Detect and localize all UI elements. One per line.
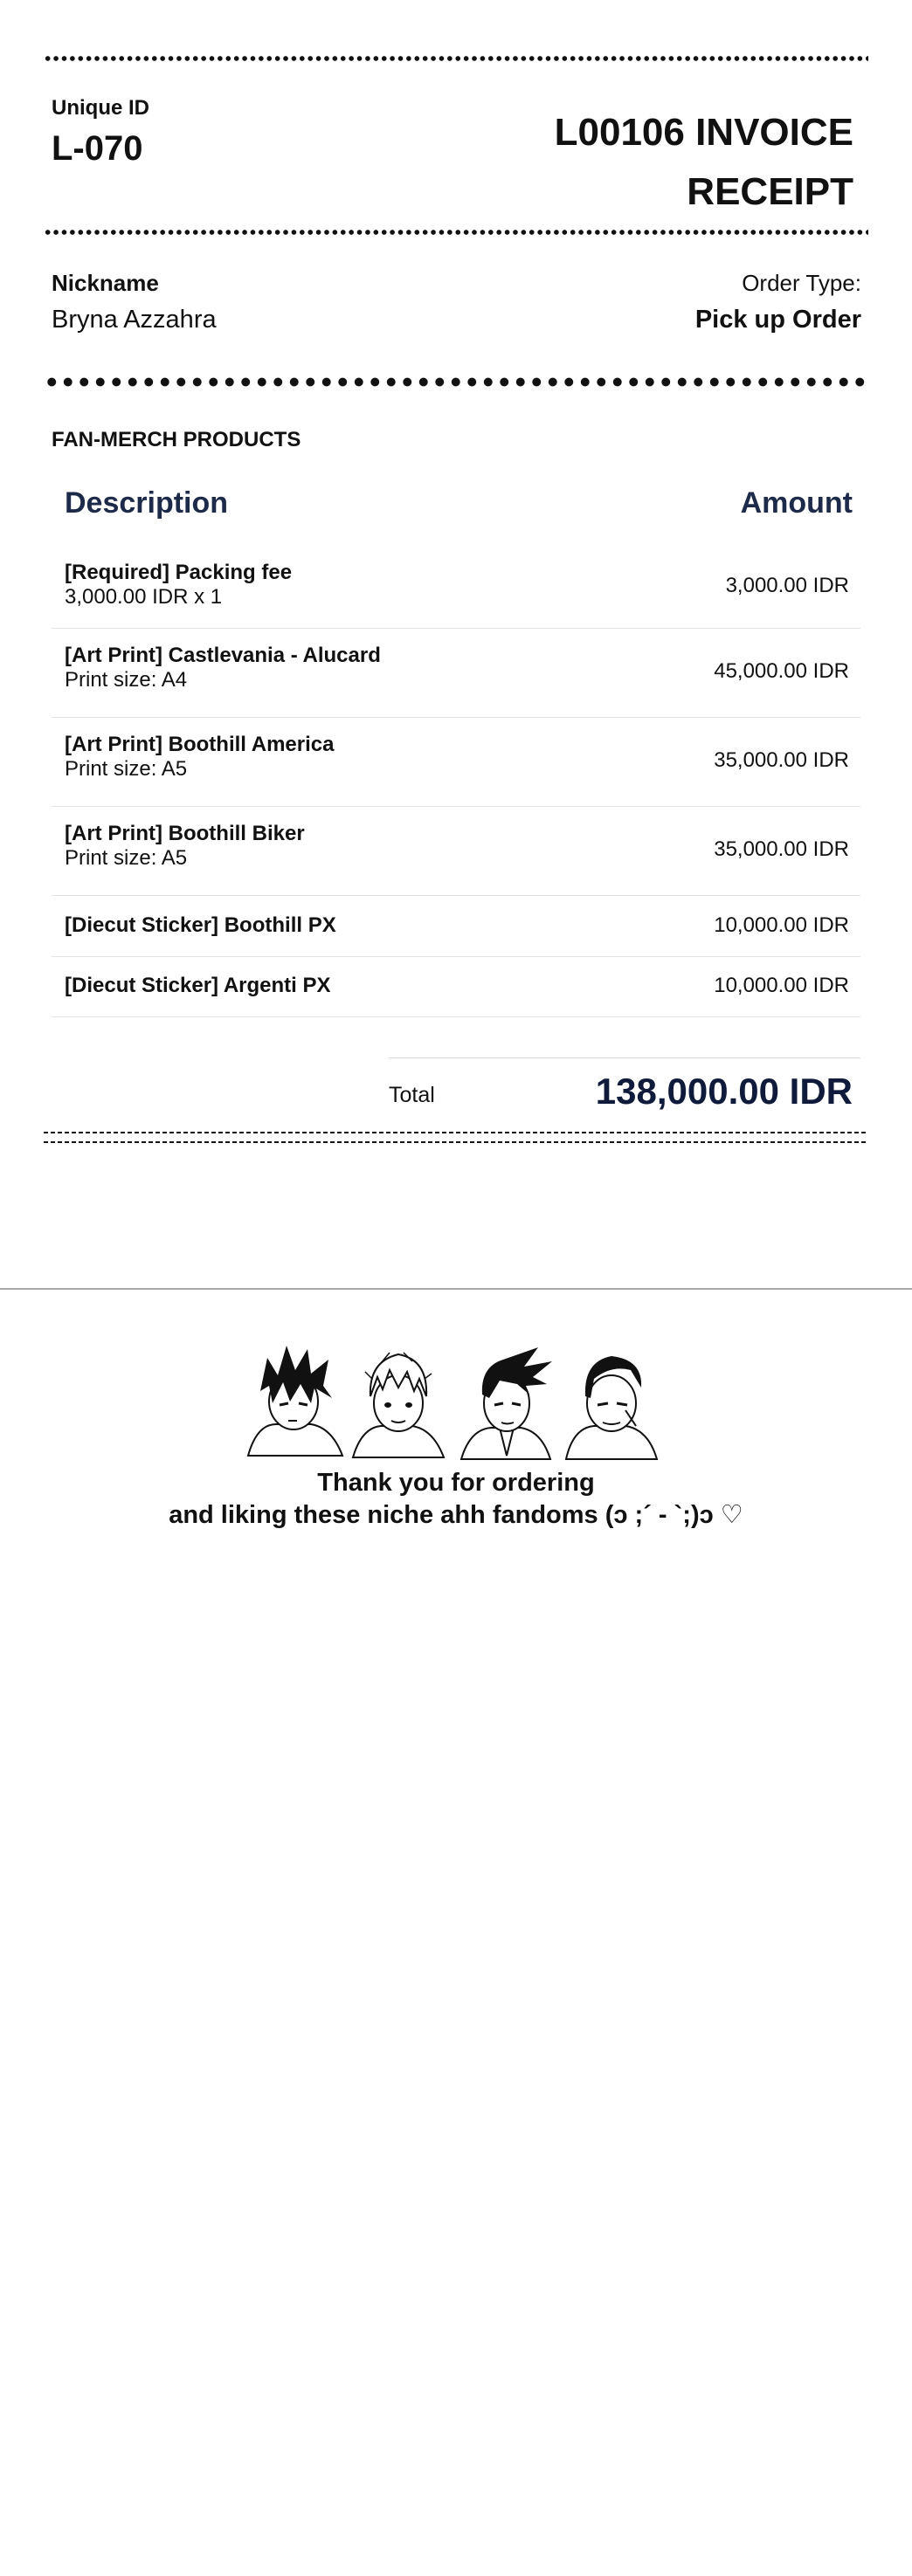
- item-amount: 10,000.00 IDR: [714, 974, 849, 997]
- item-name: [Diecut Sticker] Boothill PX: [65, 913, 336, 937]
- table-row: [52, 807, 860, 896]
- description-column-header: Description: [65, 486, 229, 520]
- header-dotted-divider: [44, 230, 868, 235]
- table-row: [52, 957, 860, 1017]
- thank-you-line-2: and liking these niche ahh fandoms (ↄ ;´ - `;)ↄ ♡: [169, 1501, 743, 1529]
- bottom-dashed-line-2: [44, 1141, 868, 1143]
- table-row: [52, 896, 860, 957]
- item-name: [Art Print] Boothill Biker: [65, 822, 305, 845]
- total-value: 138,000.00 IDR: [595, 1071, 853, 1112]
- character-4-drawing: [566, 1356, 657, 1459]
- thank-you-line-1: Thank you for ordering: [317, 1469, 595, 1497]
- total-divider: [389, 1057, 860, 1058]
- thank-you-message: [0, 1467, 912, 1532]
- item-amount: 10,000.00 IDR: [714, 913, 849, 937]
- item-amount: 45,000.00 IDR: [714, 659, 849, 683]
- character-3-drawing: [461, 1347, 552, 1459]
- item-detail: Print size: A4: [65, 668, 188, 692]
- item-name: [Diecut Sticker] Argenti PX: [65, 974, 331, 997]
- page-separator: [0, 1288, 912, 1290]
- item-amount: 35,000.00 IDR: [714, 748, 849, 772]
- order-type-label: Order Type:: [742, 270, 861, 296]
- unique-id-value: L-070: [52, 129, 143, 168]
- item-name: [Art Print] Castlevania - Alucard: [65, 644, 381, 667]
- characters-illustration: [241, 1340, 674, 1463]
- item-detail: Print size: A5: [65, 757, 188, 781]
- table-row: [52, 718, 860, 807]
- item-amount: 3,000.00 IDR: [725, 574, 849, 597]
- products-section-title: FAN-MERCH PRODUCTS: [52, 428, 301, 451]
- nickname-value: Bryna Azzahra: [52, 306, 217, 334]
- item-name: [Art Print] Boothill America: [65, 733, 335, 756]
- character-2-drawing: [353, 1353, 444, 1457]
- item-amount: 35,000.00 IDR: [714, 837, 849, 861]
- character-1-drawing: [248, 1346, 342, 1456]
- unique-id-label: Unique ID: [52, 96, 149, 120]
- item-detail: 3,000.00 IDR x 1: [65, 585, 223, 609]
- bottom-dashed-line-1: [44, 1132, 868, 1133]
- customer-dotted-divider: [44, 377, 868, 387]
- invoice-title: L00106 INVOICE RECEIPT: [554, 111, 853, 213]
- top-dotted-divider: [44, 56, 868, 61]
- item-detail: Print size: A5: [65, 846, 188, 870]
- nickname-label: Nickname: [52, 270, 159, 296]
- table-row: [52, 546, 860, 629]
- total-label: Total: [389, 1083, 435, 1107]
- order-type-value: Pick up Order: [694, 306, 861, 334]
- table-row: [52, 629, 860, 718]
- amount-column-header: Amount: [740, 486, 853, 520]
- item-name: [Required] Packing fee: [65, 561, 293, 584]
